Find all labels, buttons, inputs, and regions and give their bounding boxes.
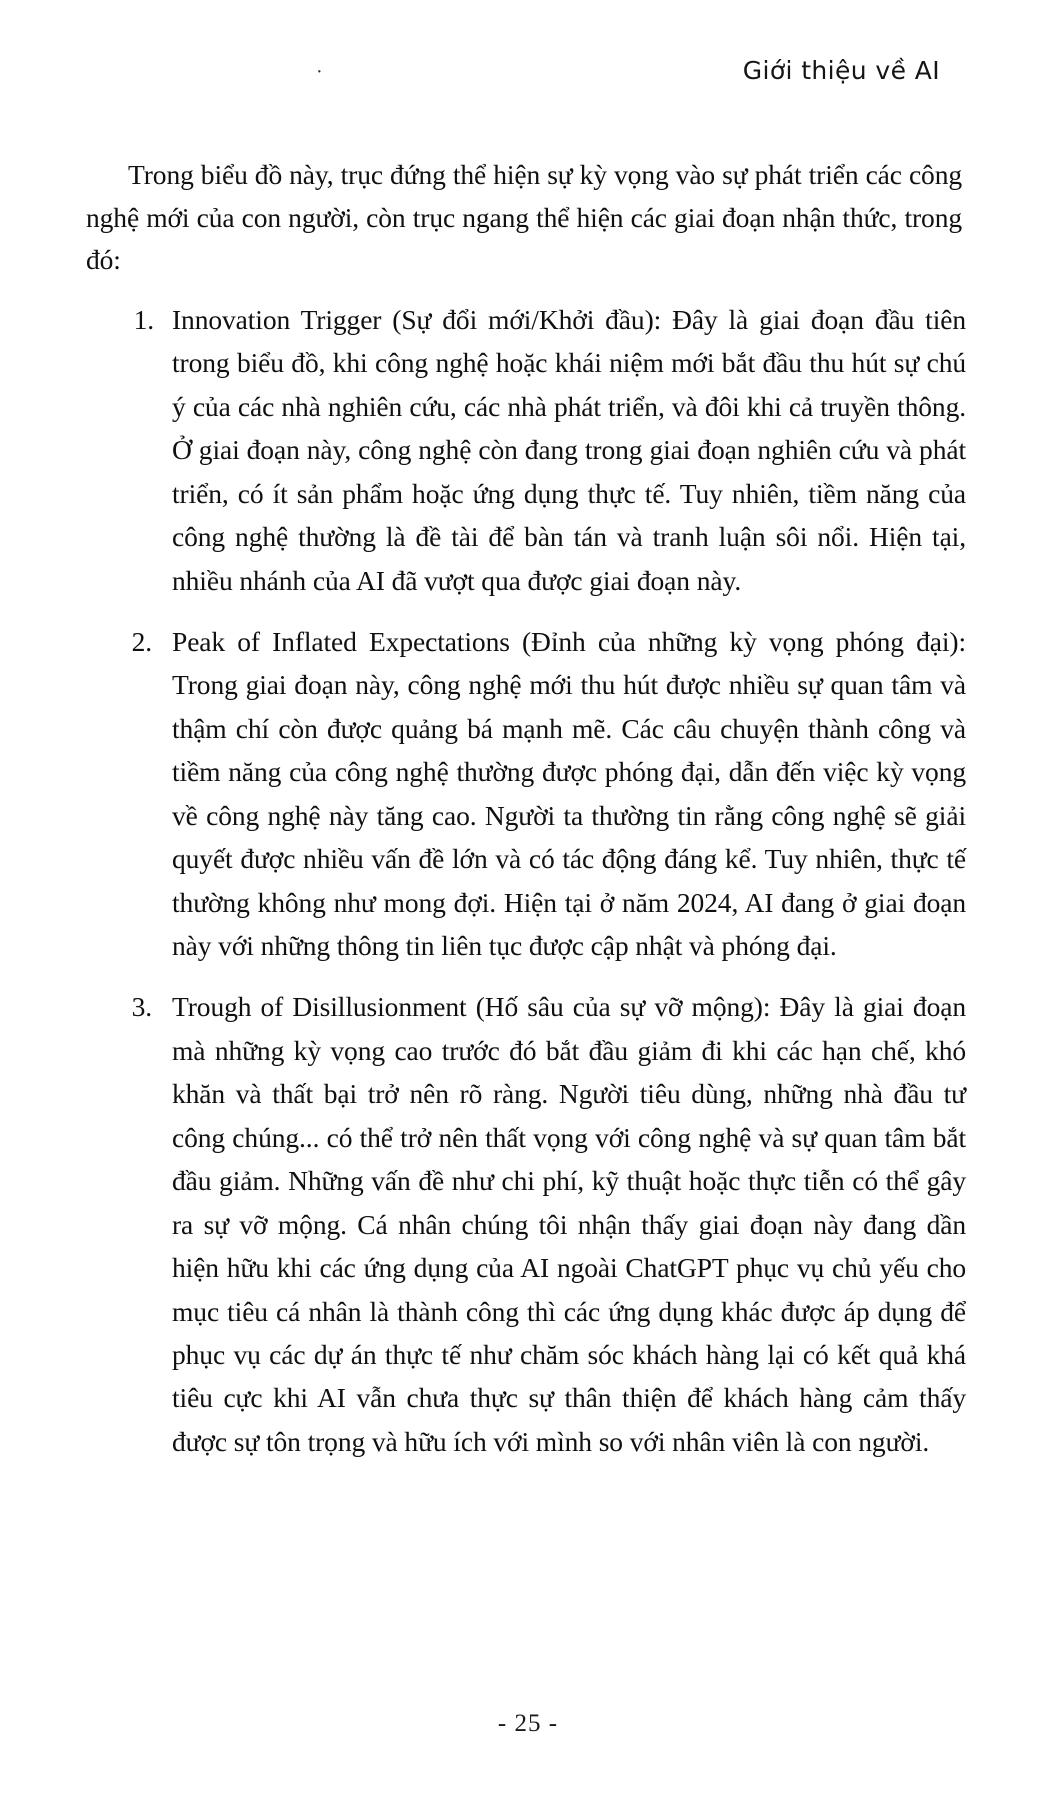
list-item [86, 298, 970, 602]
page-header [86, 52, 970, 112]
list-item-text: Trough of Disillusionment (Hố sâu của sự vỡ mộng): Đây là giai đoạn mà những kỳ vọng cao trước đó bắt đầu giảm đi khi các hạn chế, khó khăn và thất bại trở nên rõ ràng. Người tiêu dùng, những nhà đầu tư công chúng... có thể trở nên thất vọng với công nghệ và sự quan tâm bắt đầu giảm. Những vấn đề như chi phí, kỹ thuật hoặc thực tiễn có thể gây ra sự vỡ mộng. Cá nhân chúng tôi nhận thấy giai đoạn này đang dần hiện hữu khi các ứng dụng của AI ngoài ChatGPT phục vụ chủ yếu cho mục tiêu cá nhân là thành công thì các ứng dụng khác được áp dụng để phục vụ các dự án thực tế như chăm sóc khách hàng lại có kết quả khá tiêu cực khi AI vẫn chưa thực sự thân thiện để khách hàng cảm thấy được sự tôn trọng và hữu ích với mình so với nhân viên là con người. [172, 991, 966, 1457]
list-item [86, 985, 970, 1463]
numbered-list [86, 298, 970, 1463]
page-number: - 25 - [497, 1710, 559, 1737]
list-item-number: 2. [131, 625, 152, 657]
intro-paragraph: Trong biểu đồ này, trục đứng thể hiện sự kỳ vọng vào sự phát triển các công nghệ mới của con người, còn trục ngang thể hiện các giai đoạn nhận thức, trong đó: [86, 159, 962, 276]
running-head-title: Giới thiệu về AI [742, 56, 940, 85]
list-item-text: Peak of Inflated Expectations (Đỉnh của những kỳ vọng phóng đại): Trong giai đoạn này, công nghệ mới thu hút được nhiều sự quan tâm và thậm chí còn được quảng bá mạnh mẽ. Các câu chuyện thành công và tiềm năng của công nghệ thường được phóng đại, dẫn đến việc kỳ vọng về công nghệ này tăng cao. Người ta thường tin rằng công nghệ sẽ giải quyết được nhiều vấn đề lớn và có tác động đáng kể. Tuy nhiên, thực tế thường không như mong đợi. Hiện tại ở năm 2024, AI đang ở giai đoạn này với những thông tin liên tục được cập nhật và phóng đại. [172, 625, 966, 961]
page-body [86, 154, 970, 1463]
list-item-text: Innovation Trigger (Sự đổi mới/Khởi đầu): Đây là giai đoạn đầu tiên trong biểu đồ, khi công nghệ hoặc khái niệm mới bắt đầu thu hút sự chú ý của các nhà nghiên cứu, các nhà phát triển, và đôi khi cả truyền thông. Ở giai đoạn này, công nghệ còn đang trong giai đoạn nghiên cứu và phát triển, có ít sản phẩm hoặc ứng dụng thực tế. Tuy nhiên, tiềm năng của công nghệ thường là đề tài để bàn tán và tranh luận sôi nổi. Hiện tại, nhiều nhánh của AI đã vượt qua được giai đoạn này. [172, 303, 966, 596]
list-item-number: 1. [133, 303, 154, 335]
list-item [86, 620, 970, 968]
page-footer [0, 1710, 1056, 1738]
list-item-number: 3. [131, 991, 152, 1023]
header-mark-icon: · [316, 61, 323, 83]
